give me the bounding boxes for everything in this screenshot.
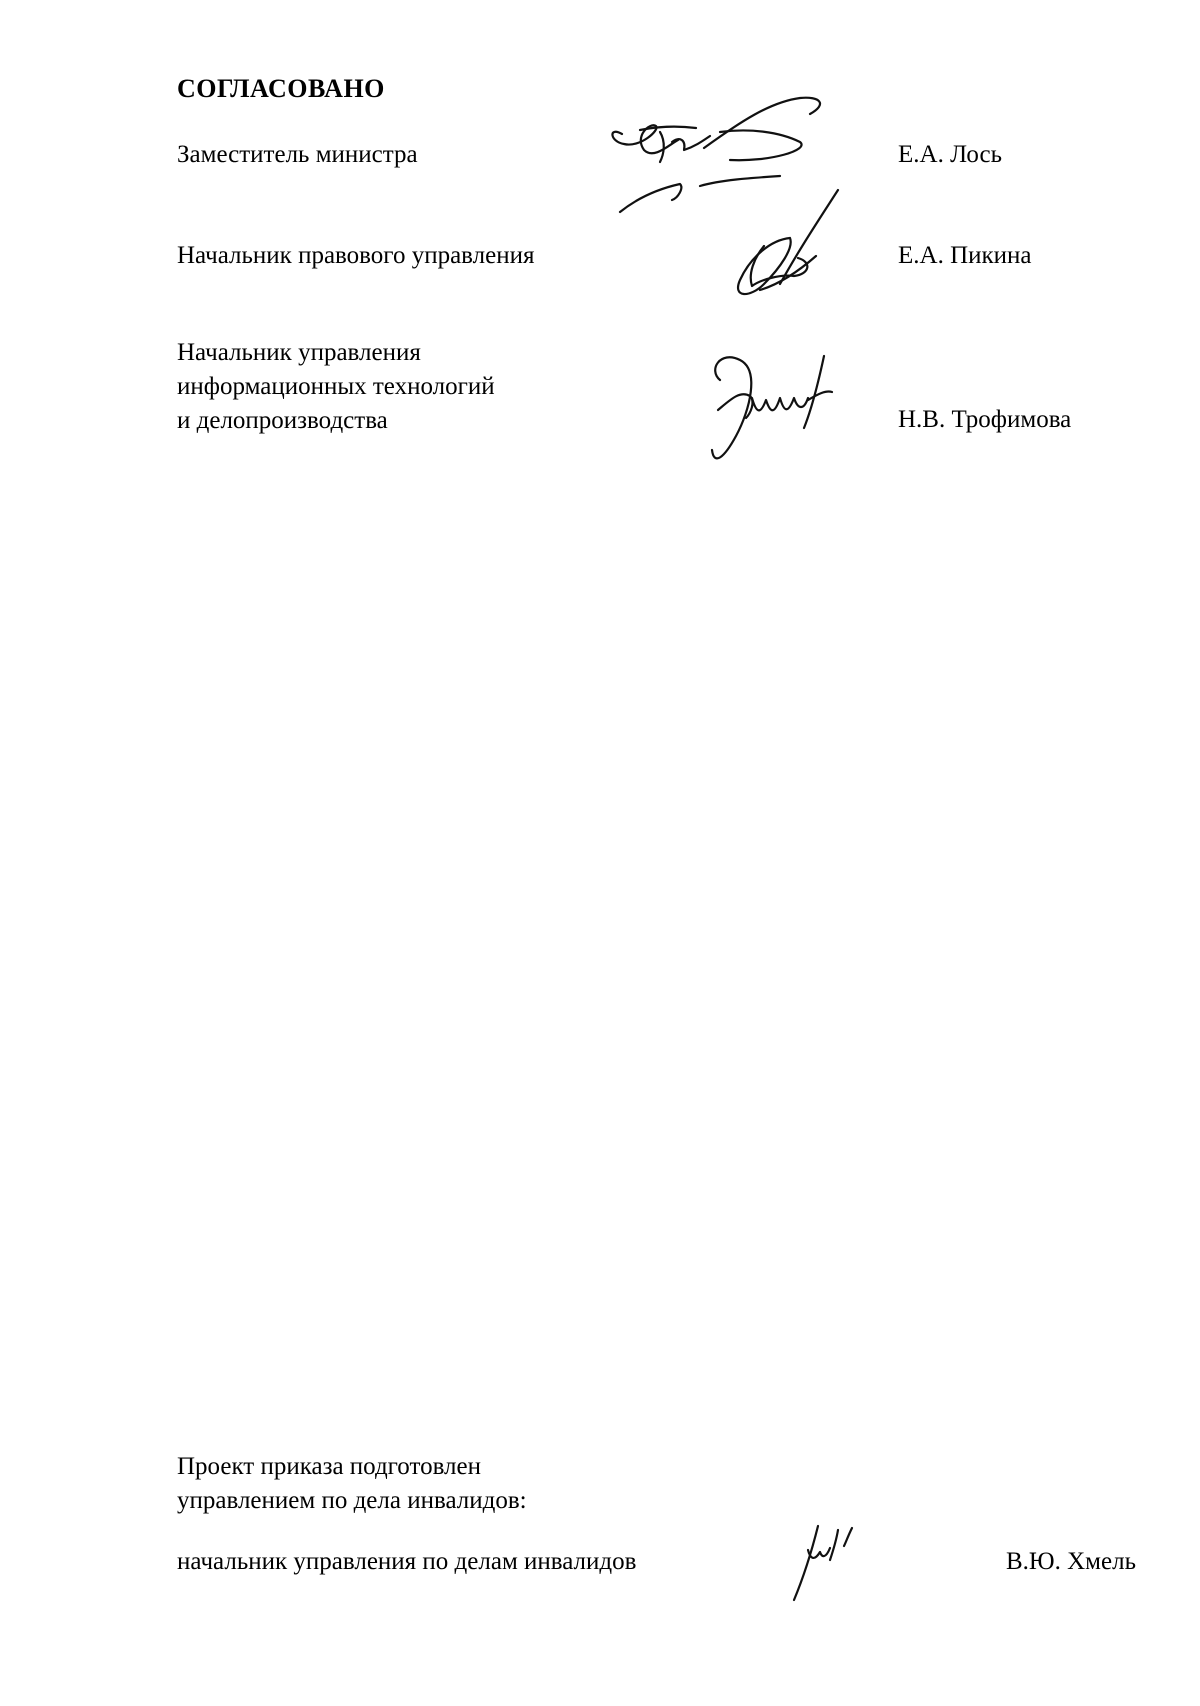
signature-icon [720, 188, 850, 308]
approver-name-los: Е.А. Лось [898, 141, 1003, 168]
signature-icon [700, 340, 860, 470]
position-line: Начальник управления [177, 339, 421, 366]
position-line: информационных технологий [177, 373, 495, 400]
preparer-position: начальник управления по делам инвалидов [177, 1548, 637, 1575]
approver-position-legal-head: Начальник правового управления [177, 242, 535, 269]
prepared-line: Проект приказа подготовлен [177, 1453, 481, 1480]
prepared-by-note [177, 1450, 527, 1518]
approval-heading: СОГЛАСОВАНО [177, 74, 385, 103]
signature-icon [790, 1524, 880, 1604]
preparer-name-khmel: В.Ю. Хмель [1006, 1548, 1136, 1575]
approver-position-it-head [177, 336, 495, 438]
position-line: и делопроизводства [177, 407, 388, 434]
prepared-line: управлением по дела инвалидов: [177, 1487, 527, 1514]
approver-name-trofimova: Н.В. Трофимова [898, 406, 1072, 433]
approver-position-deputy-minister: Заместитель министра [177, 141, 418, 168]
approver-name-pikina: Е.А. Пикина [898, 242, 1032, 269]
